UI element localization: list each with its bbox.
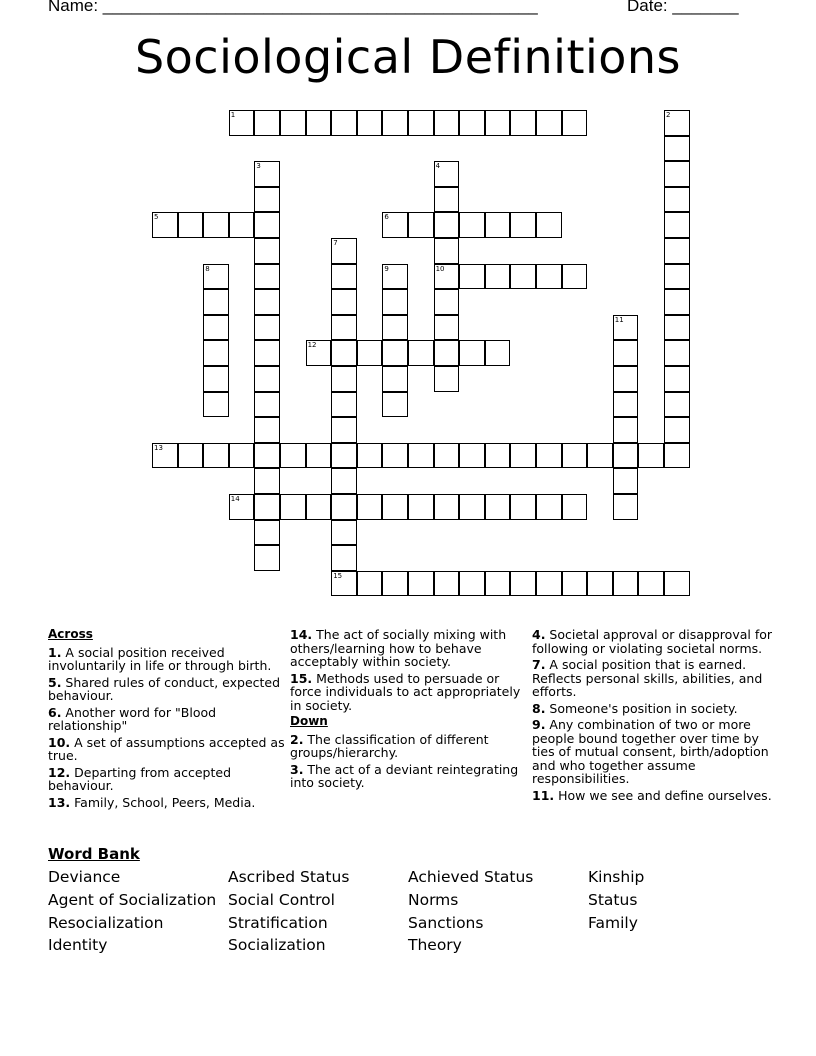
grid-cell[interactable]	[306, 110, 332, 136]
grid-cell[interactable]	[331, 417, 357, 443]
word-bank-item: Kinship	[588, 868, 645, 886]
grid-cell[interactable]	[664, 238, 690, 264]
grid-cell[interactable]	[357, 340, 383, 366]
grid-cell[interactable]	[254, 417, 280, 443]
clue-number-label: 2.	[290, 731, 304, 747]
grid-cell[interactable]	[331, 571, 357, 597]
across-heading: Across	[48, 627, 93, 641]
grid-cell[interactable]	[254, 289, 280, 315]
grid-cell[interactable]	[331, 110, 357, 136]
word-bank-item: Deviance	[48, 868, 121, 886]
clue-number-label: 14.	[290, 627, 313, 642]
word-bank-item: Ascribed Status	[228, 868, 350, 886]
grid-cell[interactable]	[382, 315, 408, 341]
grid-cell[interactable]	[382, 340, 408, 366]
word-bank-item: Family	[588, 913, 638, 932]
clues-column-1	[48, 628, 288, 812]
clue-text: Societal approval or disapproval for following or violating societal norms.	[532, 627, 773, 656]
grid-cell[interactable]	[382, 392, 408, 418]
grid-cell[interactable]	[408, 494, 434, 520]
grid-cell[interactable]	[408, 340, 434, 366]
grid-cell[interactable]	[510, 571, 536, 597]
name-field-label: Name: ______________________________________________	[48, 0, 538, 15]
clue-number-label: 3.	[290, 761, 304, 777]
grid-cell[interactable]	[382, 212, 408, 238]
grid-cell[interactable]	[664, 417, 690, 443]
clue-item	[532, 789, 772, 803]
grid-cell[interactable]	[613, 366, 639, 392]
clue-item	[290, 733, 530, 760]
grid-cell[interactable]	[254, 110, 280, 136]
grid-cell[interactable]	[510, 494, 536, 520]
grid-cell[interactable]	[434, 212, 460, 238]
grid-cell[interactable]	[254, 443, 280, 469]
clue-number: 4	[435, 162, 441, 171]
clue-number-label: 13.	[48, 794, 71, 810]
clue-number-label: 11.	[532, 787, 555, 803]
grid-cell[interactable]	[280, 443, 306, 469]
grid-cell[interactable]	[664, 136, 690, 162]
clue-text: The classification of different groups/hierarchy.	[290, 731, 489, 760]
grid-cell[interactable]	[331, 366, 357, 392]
clue-item	[48, 646, 288, 673]
word-bank-item: Status	[588, 890, 638, 909]
grid-cell[interactable]	[203, 366, 229, 392]
grid-cell[interactable]	[664, 110, 690, 136]
grid-cell[interactable]	[434, 110, 460, 136]
grid-cell[interactable]	[382, 264, 408, 290]
grid-cell[interactable]	[229, 212, 255, 238]
clue-item	[290, 763, 530, 790]
grid-cell[interactable]	[664, 187, 690, 213]
grid-cell[interactable]	[203, 212, 229, 238]
grid-cell[interactable]	[485, 212, 511, 238]
grid-cell[interactable]	[229, 110, 255, 136]
word-bank-item: Identity	[48, 936, 108, 955]
grid-cell[interactable]	[485, 571, 511, 597]
grid-cell[interactable]	[382, 443, 408, 469]
word-bank-title: Word Bank	[48, 845, 140, 863]
grid-cell[interactable]	[613, 443, 639, 469]
grid-cell[interactable]	[254, 366, 280, 392]
clue-text: Family, School, Peers, Media.	[70, 794, 256, 810]
word-bank-item: Norms	[408, 890, 459, 909]
clue-number: 14	[230, 495, 240, 503]
date-field-label: Date: _______	[627, 0, 739, 15]
grid-cell[interactable]	[331, 494, 357, 520]
grid-cell[interactable]	[306, 340, 332, 366]
grid-cell[interactable]	[254, 187, 280, 213]
grid-cell[interactable]	[203, 340, 229, 366]
clue-number-label: 1.	[48, 644, 62, 660]
clue-number: 3	[256, 162, 261, 171]
grid-cell[interactable]	[331, 545, 357, 571]
grid-cell[interactable]	[664, 571, 690, 597]
grid-cell[interactable]	[459, 494, 485, 520]
grid-cell[interactable]	[434, 161, 460, 187]
grid-cell[interactable]	[331, 392, 357, 418]
clue-text: Methods used to persuade or force individuals to act appropriately in society.	[290, 670, 521, 713]
clues-column-3	[532, 628, 772, 805]
grid-cell[interactable]	[562, 494, 588, 520]
clue-item	[48, 766, 288, 793]
grid-cell[interactable]	[434, 289, 460, 315]
grid-cell[interactable]	[382, 289, 408, 315]
grid-cell[interactable]	[536, 264, 562, 290]
grid-cell[interactable]	[536, 443, 562, 469]
grid-cell[interactable]	[254, 315, 280, 341]
clue-item	[532, 628, 772, 655]
grid-cell[interactable]	[254, 340, 280, 366]
grid-cell[interactable]	[434, 238, 460, 264]
clue-number-label: 7.	[532, 657, 546, 672]
grid-cell[interactable]	[664, 392, 690, 418]
grid-cell[interactable]	[459, 571, 485, 597]
grid-cell[interactable]	[254, 494, 280, 520]
grid-cell[interactable]	[434, 494, 460, 520]
word-bank-item: Socialization	[228, 936, 326, 955]
grid-cell[interactable]	[254, 545, 280, 571]
word-bank-item: Agent of Socialization	[48, 890, 217, 909]
grid-cell[interactable]	[357, 494, 383, 520]
grid-cell[interactable]	[434, 187, 460, 213]
grid-cell[interactable]	[510, 443, 536, 469]
grid-cell[interactable]	[434, 366, 460, 392]
grid-cell[interactable]	[254, 468, 280, 494]
grid-cell[interactable]	[203, 443, 229, 469]
clue-number: 2	[666, 111, 671, 119]
word-bank-item: Social Control	[228, 890, 335, 909]
clue-text: Someone's position in society.	[545, 700, 738, 716]
grid-cell[interactable]	[664, 264, 690, 290]
clue-number: 8	[205, 264, 210, 273]
grid-cell[interactable]	[434, 264, 460, 290]
grid-cell[interactable]	[152, 212, 178, 238]
down-heading: Down	[290, 714, 328, 728]
grid-cell[interactable]	[638, 443, 664, 469]
grid-cell[interactable]	[510, 212, 536, 238]
grid-cell[interactable]	[664, 315, 690, 341]
grid-cell[interactable]	[357, 110, 383, 136]
grid-cell[interactable]	[613, 494, 639, 520]
grid-cell[interactable]	[382, 110, 408, 136]
grid-cell[interactable]	[229, 494, 255, 520]
grid-cell[interactable]	[203, 315, 229, 341]
clue-item	[48, 706, 288, 733]
grid-cell[interactable]	[510, 264, 536, 290]
grid-cell[interactable]	[408, 110, 434, 136]
grid-cell[interactable]	[306, 494, 332, 520]
grid-cell[interactable]	[459, 340, 485, 366]
grid-cell[interactable]	[664, 340, 690, 366]
grid-cell[interactable]	[203, 264, 229, 290]
grid-cell[interactable]	[280, 494, 306, 520]
clue-text: A social position received involuntarily in life or through birth.	[48, 644, 272, 673]
grid-cell[interactable]	[434, 571, 460, 597]
grid-cell[interactable]	[357, 443, 383, 469]
grid-cell[interactable]	[382, 366, 408, 392]
grid-cell[interactable]	[331, 443, 357, 469]
clue-item	[532, 702, 772, 716]
clue-text: A set of assumptions accepted as true.	[48, 734, 285, 763]
clue-item	[290, 672, 530, 713]
grid-cell[interactable]	[408, 443, 434, 469]
grid-cell[interactable]	[562, 264, 588, 290]
grid-cell[interactable]	[664, 443, 690, 469]
grid-cell[interactable]	[203, 289, 229, 315]
clue-number-label: 4.	[532, 627, 546, 642]
grid-cell[interactable]	[434, 315, 460, 341]
grid-cell[interactable]	[331, 340, 357, 366]
grid-cell[interactable]	[664, 212, 690, 238]
grid-cell[interactable]	[562, 110, 588, 136]
clue-text: Another word for "Blood relationship"	[48, 704, 217, 733]
word-bank-item: Stratification	[228, 913, 328, 932]
grid-cell[interactable]	[408, 212, 434, 238]
grid-cell[interactable]	[459, 443, 485, 469]
clue-text: A social position that is earned. Reflects personal skills, abilities, and efforts.	[532, 657, 763, 699]
grid-cell[interactable]	[331, 289, 357, 315]
grid-cell[interactable]	[485, 110, 511, 136]
clue-item	[48, 676, 288, 703]
clue-text: The act of socially mixing with others/learning how to behave acceptably within society.	[290, 627, 507, 669]
clue-number: 10	[435, 264, 445, 273]
clue-text: Shared rules of conduct, expected behaviour.	[48, 674, 281, 703]
grid-cell[interactable]	[331, 520, 357, 546]
clue-item	[532, 658, 772, 699]
clue-number-label: 10.	[48, 734, 71, 750]
grid-cell[interactable]	[510, 110, 536, 136]
grid-cell[interactable]	[254, 161, 280, 187]
grid-cell[interactable]	[613, 417, 639, 443]
grid-cell[interactable]	[536, 494, 562, 520]
clue-number-label: 5.	[48, 674, 62, 690]
grid-cell[interactable]	[536, 110, 562, 136]
grid-cell[interactable]	[434, 340, 460, 366]
grid-cell[interactable]	[562, 443, 588, 469]
clue-item	[290, 628, 530, 669]
grid-cell[interactable]	[254, 520, 280, 546]
clue-item	[532, 718, 772, 786]
grid-cell[interactable]	[536, 571, 562, 597]
clue-text: Departing from accepted behaviour.	[48, 764, 232, 793]
grid-cell[interactable]	[254, 238, 280, 264]
clue-text: The act of a deviant reintegrating into society.	[290, 761, 519, 790]
grid-cell[interactable]	[203, 392, 229, 418]
grid-cell[interactable]	[485, 443, 511, 469]
clue-number: 7	[333, 239, 338, 247]
grid-cell[interactable]	[254, 392, 280, 418]
clue-number: 6	[384, 213, 389, 222]
grid-cell[interactable]	[613, 468, 639, 494]
grid-cell[interactable]	[562, 571, 588, 597]
grid-cell[interactable]	[331, 315, 357, 341]
clues-column-2	[290, 628, 530, 793]
grid-cell[interactable]	[434, 443, 460, 469]
grid-cell[interactable]	[331, 238, 357, 264]
grid-cell[interactable]	[587, 571, 613, 597]
clue-text: Any combination of two or more people bound together over time by ties of mutual consent, birth/adoption and who together assume responsibilities.	[532, 717, 769, 786]
grid-cell[interactable]	[485, 340, 511, 366]
clue-number: 12	[307, 341, 317, 350]
grid-cell[interactable]	[178, 212, 204, 238]
grid-cell[interactable]	[357, 571, 383, 597]
clue-item	[48, 736, 288, 763]
grid-cell[interactable]	[408, 571, 434, 597]
grid-cell[interactable]	[254, 212, 280, 238]
grid-cell[interactable]	[280, 110, 306, 136]
grid-cell[interactable]	[382, 494, 408, 520]
grid-cell[interactable]	[459, 110, 485, 136]
clue-number-label: 15.	[290, 670, 313, 686]
clue-number-label: 8.	[532, 700, 546, 716]
grid-cell[interactable]	[485, 264, 511, 290]
grid-cell[interactable]	[664, 289, 690, 315]
clue-number: 13	[154, 443, 163, 452]
clue-item	[48, 796, 288, 810]
grid-cell[interactable]	[485, 494, 511, 520]
grid-cell[interactable]	[638, 571, 664, 597]
grid-cell[interactable]	[382, 571, 408, 597]
grid-cell[interactable]	[152, 443, 178, 469]
grid-cell[interactable]	[536, 212, 562, 238]
clue-number-label: 6.	[48, 704, 62, 720]
grid-cell[interactable]	[613, 571, 639, 597]
grid-cell[interactable]	[229, 443, 255, 469]
clue-number: 5	[154, 213, 159, 222]
grid-cell[interactable]	[331, 468, 357, 494]
grid-cell[interactable]	[587, 443, 613, 469]
clue-number: 11	[614, 315, 624, 324]
grid-cell[interactable]	[178, 443, 204, 469]
grid-cell[interactable]	[664, 161, 690, 187]
grid-cell[interactable]	[306, 443, 332, 469]
word-bank-item: Resocialization	[48, 913, 164, 932]
grid-cell[interactable]	[331, 264, 357, 290]
grid-cell[interactable]	[613, 340, 639, 366]
clue-number-label: 12.	[48, 764, 71, 780]
word-bank-item: Achieved Status	[408, 868, 534, 886]
grid-cell[interactable]	[613, 315, 639, 341]
grid-cell[interactable]	[664, 366, 690, 392]
grid-cell[interactable]	[254, 264, 280, 290]
clue-number: 1	[230, 111, 236, 119]
grid-cell[interactable]	[459, 264, 485, 290]
grid-cell[interactable]	[613, 392, 639, 418]
word-bank-item: Theory	[408, 936, 462, 955]
clue-text: How we see and define ourselves.	[554, 787, 772, 803]
grid-cell[interactable]	[459, 212, 485, 238]
clue-number: 9	[384, 264, 389, 273]
page-title: Sociological Definitions	[134, 30, 682, 84]
clue-number: 15	[333, 571, 343, 580]
word-bank-item: Sanctions	[408, 913, 484, 932]
clue-number-label: 9.	[532, 717, 546, 732]
